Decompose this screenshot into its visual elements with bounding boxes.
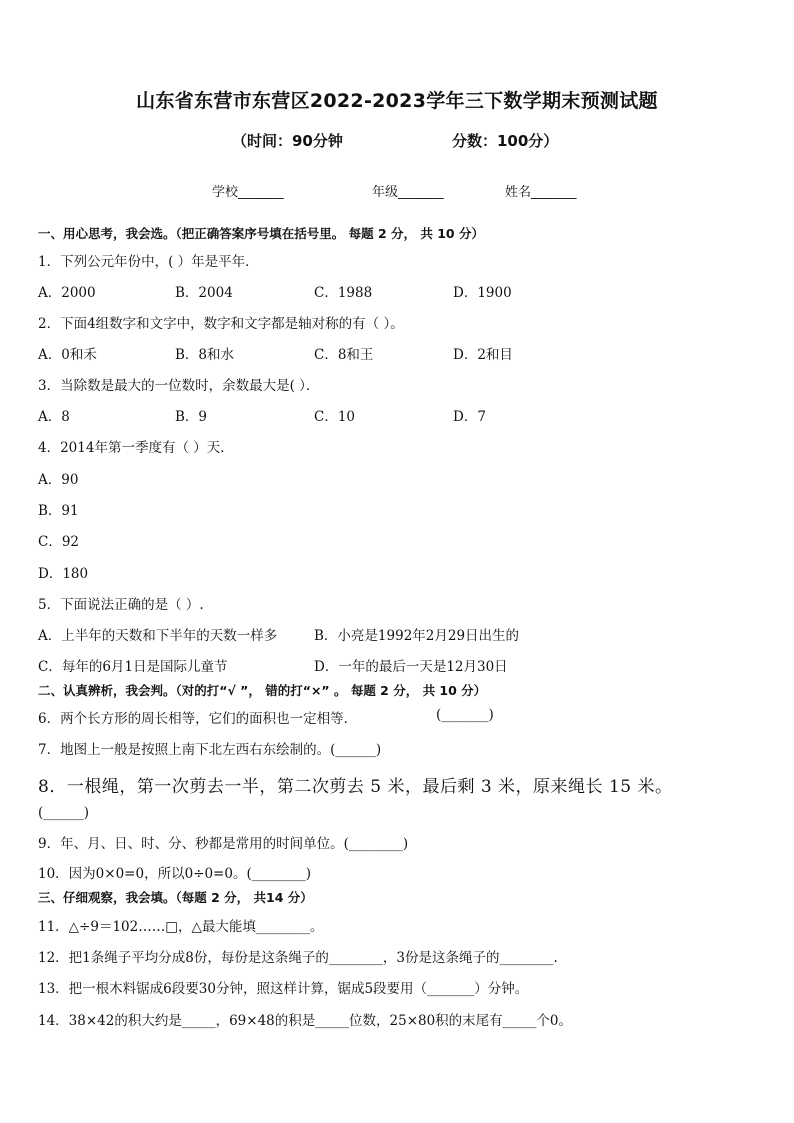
question-2: 2．下面4组数字和文字中，数字和文字都是轴对称的有（ ）。 <box>38 316 404 332</box>
q5-option-a: A．上半年的天数和下半年的天数一样多 <box>38 628 278 644</box>
section-2-heading: 二、认真辨析，我会判。（对的打“√ ”， 错的打“×” 。 每题 2 分， 共 10 分） <box>38 683 487 698</box>
exam-score: 分数：100分） <box>452 132 559 150</box>
question-9: 9．年、月、日、时、分、秒都是常用的时间单位。(________) <box>38 836 409 852</box>
q5-option-c: C．每年的6月1日是国际儿童节 <box>38 659 228 675</box>
q2-option-b: B．8和水 <box>175 347 235 363</box>
q1-option-d: D．1900 <box>453 285 512 301</box>
q4-option-b: B．91 <box>38 503 79 519</box>
q4-option-c: C．92 <box>38 534 80 550</box>
q1-option-b: B．2004 <box>175 285 233 301</box>
q5-option-d: D．一年的最后一天是12月30日 <box>314 659 508 675</box>
q2-option-a: A．0和禾 <box>38 347 97 363</box>
section-3-heading: 三、仔细观察，我会填。（每题 2 分， 共14 分） <box>38 890 313 905</box>
q4-option-a: A．90 <box>38 472 79 488</box>
school-field: 学校_______ <box>212 185 284 200</box>
question-13: 13．把一根木料锯成6段要30分钟，照这样计算，锯成5段要用（_______）分钟。 <box>38 981 529 997</box>
grade-field: 年级_______ <box>372 185 444 200</box>
question-6: 6．两个长方形的周长相等，它们的面积也一定相等． <box>38 711 358 727</box>
q3-option-d: D．7 <box>453 409 486 425</box>
q3-option-a: A．8 <box>38 409 70 425</box>
question-14: 14．38×42的积大约是_____，69×48的积是_____位数，25×80积的末尾有_____个0。 <box>38 1013 573 1029</box>
question-11: 11．△÷9＝102……□，△最大能填________。 <box>38 919 324 935</box>
exam-time: （时间：90分钟 <box>232 132 343 150</box>
question-10: 10．因为0×0=0，所以0÷0=0。(________) <box>38 866 311 882</box>
question-12: 12．把1条绳子平均分成8份，每份是这条绳子的________，3份是这条绳子的________. <box>38 950 558 966</box>
question-1: 1．下列公元年份中，( ）年是平年． <box>38 254 259 270</box>
q1-option-a: A．2000 <box>38 285 96 301</box>
question-5: 5．下面说法正确的是（ ）. <box>38 597 204 613</box>
q8-answer-blank[interactable]: (______) <box>38 805 90 821</box>
q3-option-b: B．9 <box>175 409 208 425</box>
q1-option-c: C．1988 <box>314 285 373 301</box>
q2-option-d: D．2和目 <box>453 347 513 363</box>
question-3: 3．当除数是最大的一位数时，余数最大是( ）． <box>38 378 320 394</box>
q6-answer-blank[interactable]: (_______) <box>436 707 494 723</box>
q2-option-c: C．8和王 <box>314 347 374 363</box>
page-title: 山东省东营市东营区2022-2023学年三下数学期末预测试题 <box>136 90 658 112</box>
name-field: 姓名_______ <box>505 185 577 200</box>
q4-option-d: D．180 <box>38 566 89 582</box>
question-4: 4．2014年第一季度有（ ）天． <box>38 440 234 456</box>
q3-option-c: C．10 <box>314 409 356 425</box>
section-1-heading: 一、用心思考，我会选。（把正确答案序号填在括号里。 每题 2 分， 共 10 分） <box>38 226 484 241</box>
q5-option-b: B．小亮是1992年2月29日出生的 <box>314 628 520 644</box>
question-8: 8．一根绳，第一次剪去一半，第二次剪去 5 米，最后剩 3 米，原来绳长 15 米。 <box>38 777 673 797</box>
question-7: 7．地图上一般是按照上南下北左西右东绘制的。(______) <box>38 742 382 758</box>
